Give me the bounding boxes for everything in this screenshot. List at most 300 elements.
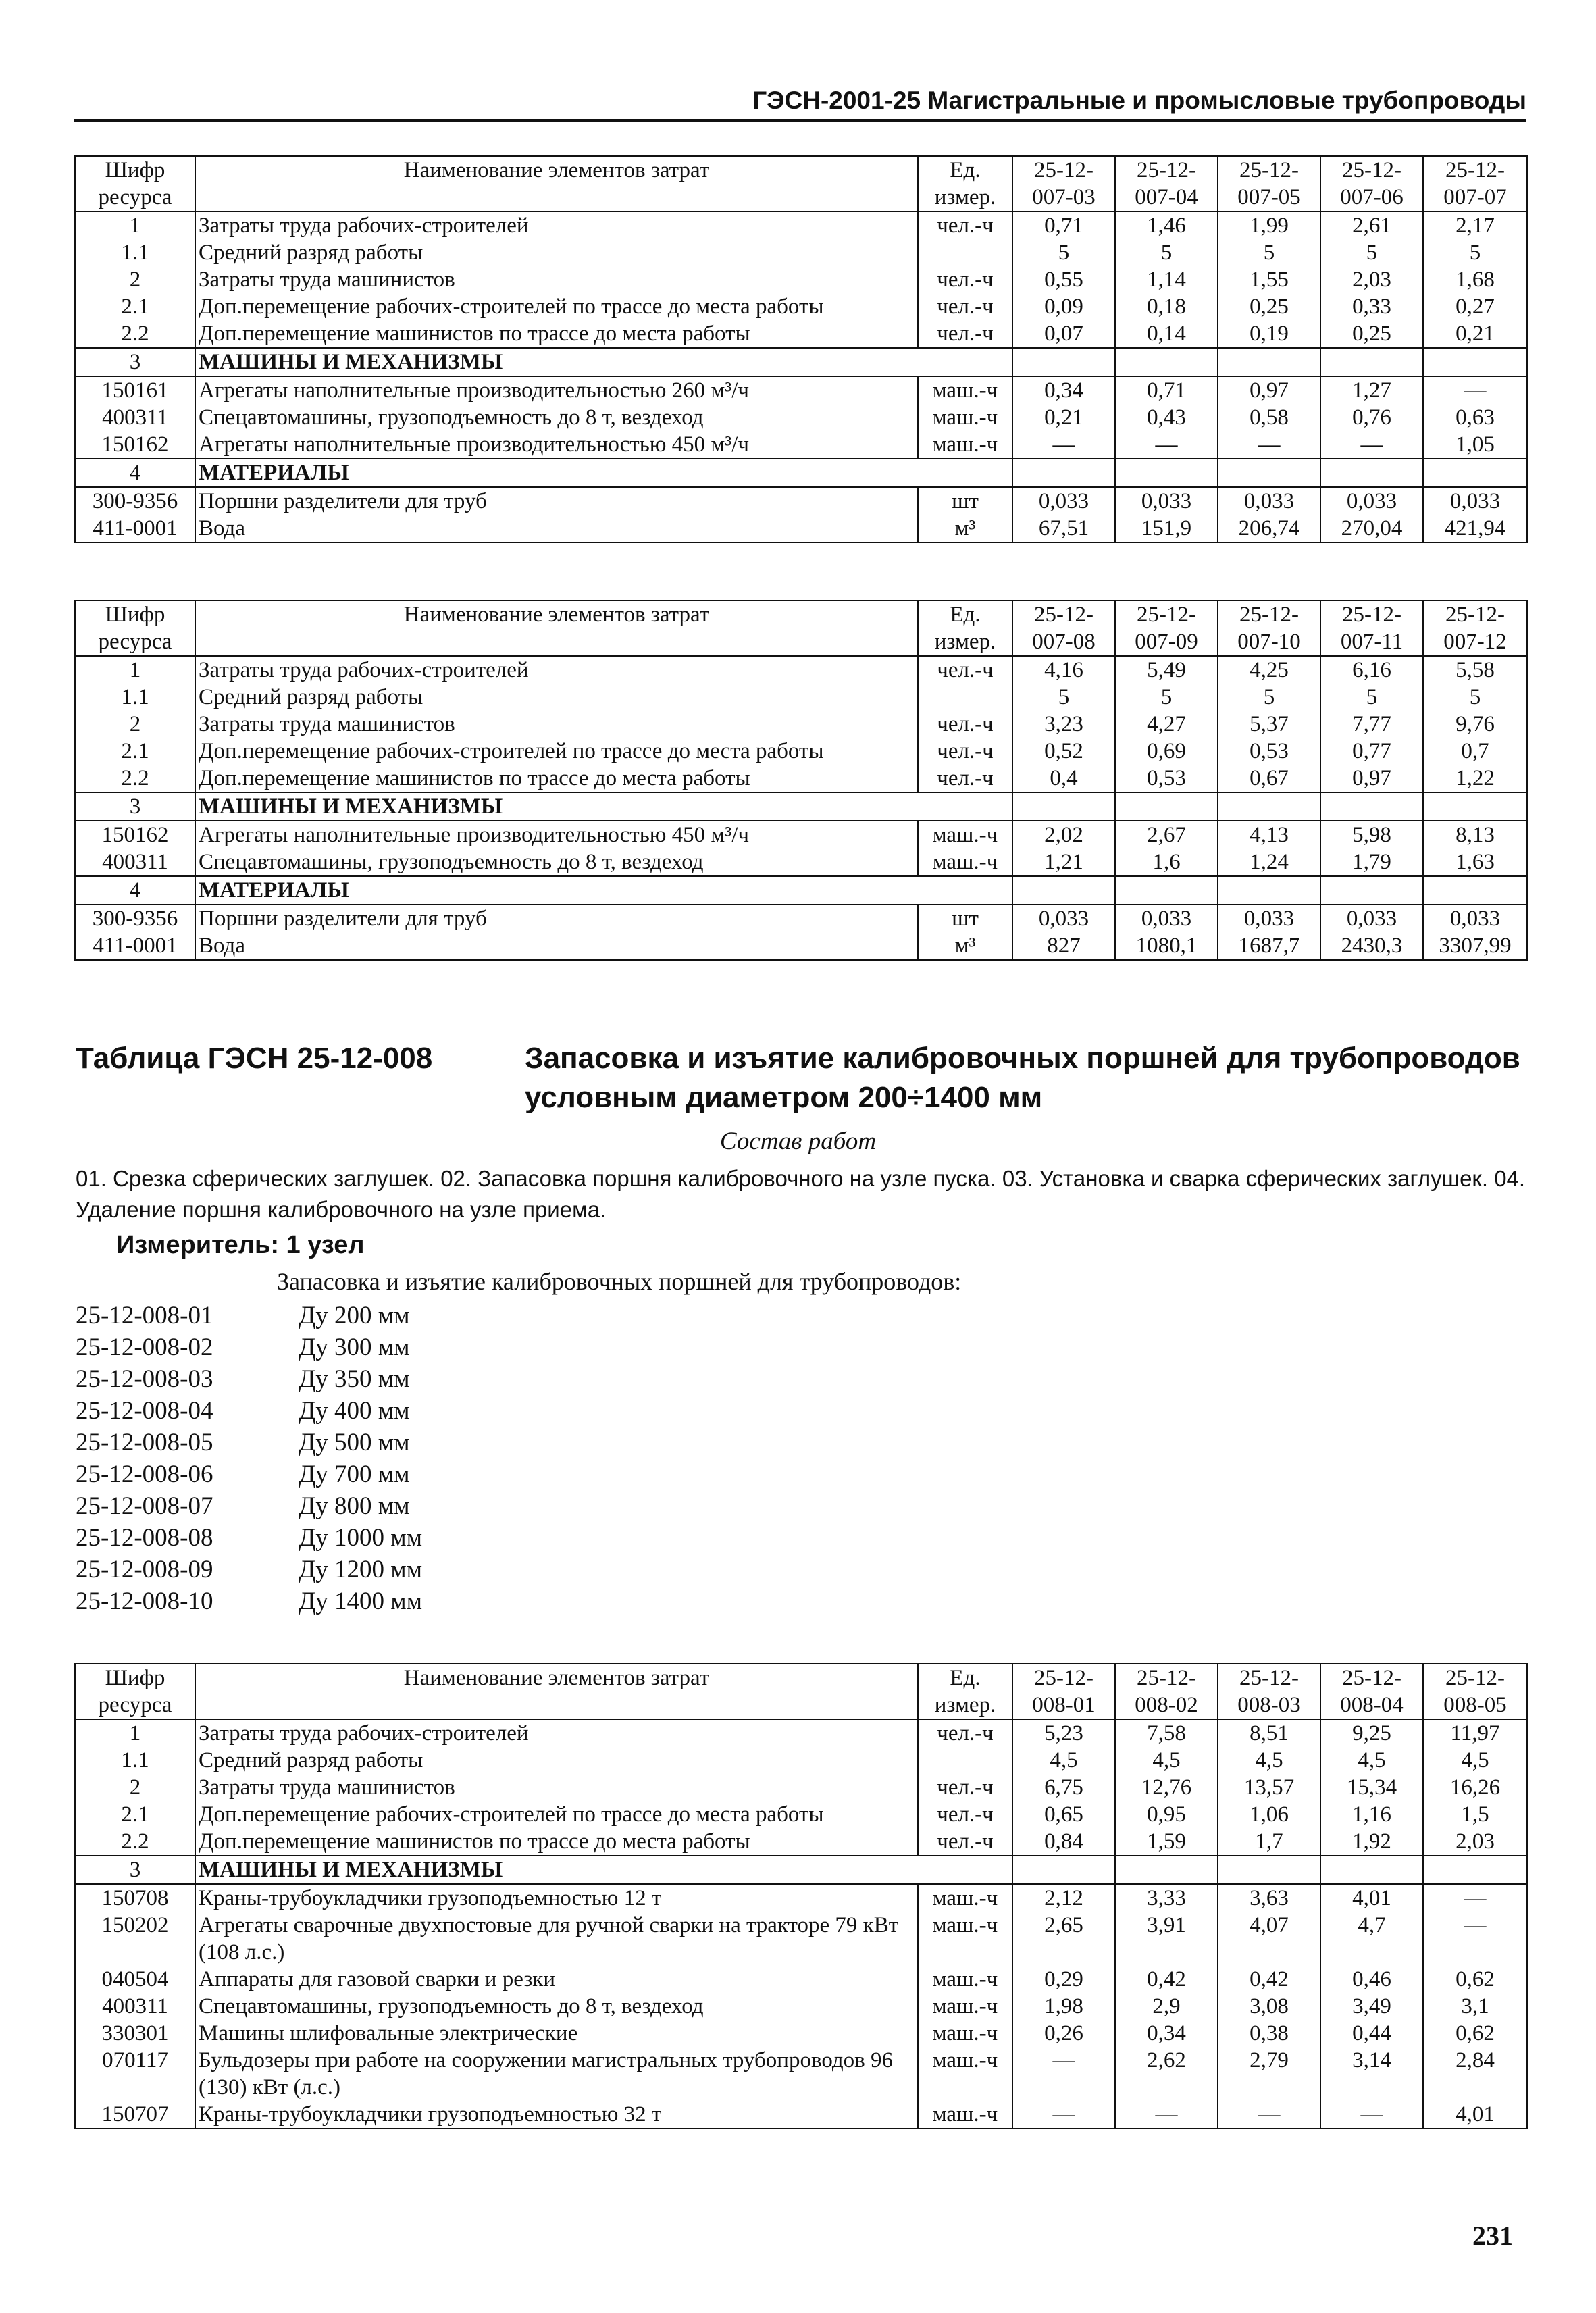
row-value: 0,4 — [1012, 765, 1115, 792]
row-value: 67,51 — [1012, 515, 1115, 542]
row-value: 1,92 — [1320, 1828, 1423, 1856]
row-value: 16,26 — [1423, 1774, 1527, 1801]
row-value: 1,27 — [1320, 376, 1423, 404]
row-value: 1,46 — [1115, 211, 1218, 239]
row-value: 15,34 — [1320, 1774, 1423, 1801]
empty-cell — [1115, 459, 1218, 487]
row-value: 3307,99 — [1423, 932, 1527, 960]
row-value: 0,19 — [1218, 320, 1320, 348]
row-name: Средний разряд работы — [195, 684, 918, 711]
row-value: 2,9 — [1115, 1993, 1218, 2020]
row-name: Средний разряд работы — [195, 1747, 918, 1774]
row-value: 2,67 — [1115, 821, 1218, 848]
row-code: 2 — [75, 711, 195, 738]
table-row — [75, 459, 1527, 487]
row-name: Спецавтомашины, грузоподъемность до 8 т, вездеход — [195, 1993, 918, 2020]
table-row — [75, 293, 1527, 320]
row-value: 0,14 — [1115, 320, 1218, 348]
row-value: 0,42 — [1218, 1966, 1320, 1993]
item-code: 25-12-008-10 — [76, 1587, 213, 1615]
table-row — [75, 1993, 1527, 2020]
table-row — [75, 320, 1527, 348]
row-code: 150707 — [75, 2101, 195, 2129]
header-name: Наименование элементов затрат — [195, 601, 918, 656]
item-diameter: Ду 350 мм — [299, 1365, 410, 1393]
row-code: 400311 — [75, 1993, 195, 2020]
row-value: — — [1012, 2047, 1115, 2101]
header-code: Шифр ресурса — [75, 156, 195, 211]
header-column-code: 25-12-007-11 — [1320, 601, 1423, 656]
row-name: Затраты труда рабочих-строителей — [195, 1719, 918, 1747]
item-diameter: Ду 1000 мм — [299, 1524, 423, 1552]
table-header-row — [75, 601, 1527, 656]
header-column-code: 25-12-008-05 — [1423, 1664, 1527, 1719]
row-code: 1 — [75, 1719, 195, 1747]
row-code: 2.2 — [75, 765, 195, 792]
row-name: Доп.перемещение машинистов по трассе до места работы — [195, 320, 918, 348]
row-unit: чел.-ч — [918, 211, 1012, 239]
item-code: 25-12-008-07 — [76, 1492, 213, 1520]
row-value: 2,65 — [1012, 1912, 1115, 1966]
table-row — [75, 348, 1527, 376]
row-code: 040504 — [75, 1966, 195, 1993]
row-value: 4,5 — [1320, 1747, 1423, 1774]
row-name: Агрегаты наполнительные производительностью 260 м³/ч — [195, 376, 918, 404]
table-row — [75, 848, 1527, 876]
item-code: 25-12-008-04 — [76, 1397, 213, 1425]
resource-table-008-01-05 — [74, 1663, 1528, 2129]
row-value: 8,13 — [1423, 821, 1527, 848]
header-column-code: 25-12-008-02 — [1115, 1664, 1218, 1719]
row-value: 5 — [1320, 684, 1423, 711]
header-column-code: 25-12-008-03 — [1218, 1664, 1320, 1719]
row-code: 1.1 — [75, 684, 195, 711]
row-value: 0,63 — [1423, 404, 1527, 431]
row-value: 1,06 — [1218, 1801, 1320, 1828]
row-value: 0,77 — [1320, 738, 1423, 765]
row-value: 1,6 — [1115, 848, 1218, 876]
table-row — [75, 1828, 1527, 1856]
empty-cell — [1423, 459, 1527, 487]
row-value: 3,23 — [1012, 711, 1115, 738]
table-row — [75, 1966, 1527, 1993]
row-value: 6,16 — [1320, 656, 1423, 684]
row-name: Аппараты для газовой сварки и резки — [195, 1966, 918, 1993]
row-value: 1,22 — [1423, 765, 1527, 792]
table-row — [75, 932, 1527, 960]
row-value: 0,033 — [1423, 487, 1527, 515]
item-code-list — [76, 1300, 422, 1617]
row-code: 1.1 — [75, 239, 195, 266]
row-value: 5,49 — [1115, 656, 1218, 684]
row-value: 0,71 — [1115, 376, 1218, 404]
row-code: 330301 — [75, 2020, 195, 2047]
header-column-code: 25-12-007-04 — [1115, 156, 1218, 211]
row-name: Средний разряд работы — [195, 239, 918, 266]
row-value: 5 — [1115, 684, 1218, 711]
row-value: 0,25 — [1218, 293, 1320, 320]
row-value: — — [1012, 2101, 1115, 2129]
row-value: 4,01 — [1423, 2101, 1527, 2129]
row-code: 2.2 — [75, 1828, 195, 1856]
row-unit — [918, 239, 1012, 266]
table-row — [75, 821, 1527, 848]
item-code: 25-12-008-09 — [76, 1556, 213, 1583]
row-code: 300-9356 — [75, 905, 195, 932]
item-diameter: Ду 400 мм — [299, 1397, 410, 1425]
table-title: Запасовка и изъятие калибровочных поршней для трубопроводов условным диаметром 200÷1400 мм — [525, 1042, 1520, 1114]
row-value: 7,58 — [1115, 1719, 1218, 1747]
row-value: — — [1423, 376, 1527, 404]
row-unit — [918, 1747, 1012, 1774]
row-value: 0,62 — [1423, 2020, 1527, 2047]
row-value: 0,033 — [1115, 487, 1218, 515]
row-unit: чел.-ч — [918, 711, 1012, 738]
row-value: — — [1320, 2101, 1423, 2129]
row-value: 4,07 — [1218, 1912, 1320, 1966]
row-value: 2,79 — [1218, 2047, 1320, 2101]
row-unit: м³ — [918, 932, 1012, 960]
table-row — [75, 515, 1527, 542]
row-value: 0,58 — [1218, 404, 1320, 431]
header-column-code: 25-12-007-03 — [1012, 156, 1115, 211]
row-value: — — [1218, 2101, 1320, 2129]
row-value: 0,84 — [1012, 1828, 1115, 1856]
row-value: 0,033 — [1012, 905, 1115, 932]
empty-cell — [1012, 1856, 1115, 1884]
empty-cell — [1218, 792, 1320, 821]
row-code: 2 — [75, 1774, 195, 1801]
table-row — [75, 905, 1527, 932]
row-code: 2.1 — [75, 293, 195, 320]
row-value: — — [1423, 1912, 1527, 1966]
row-name: Вода — [195, 932, 918, 960]
row-name: Вода — [195, 515, 918, 542]
row-unit: маш.-ч — [918, 1993, 1012, 2020]
row-value: 3,1 — [1423, 1993, 1527, 2020]
row-value: 0,44 — [1320, 2020, 1423, 2047]
resource-table-007-03-07 — [74, 155, 1528, 543]
row-value: 0,033 — [1423, 905, 1527, 932]
empty-cell — [1320, 348, 1423, 376]
row-value: 1,21 — [1012, 848, 1115, 876]
row-value: 0,033 — [1218, 487, 1320, 515]
empty-cell — [1012, 792, 1115, 821]
row-value: 5 — [1423, 239, 1527, 266]
table-row — [75, 1912, 1527, 1966]
item-row — [76, 1300, 422, 1331]
row-value: 0,27 — [1423, 293, 1527, 320]
item-row — [76, 1363, 422, 1395]
row-value: 0,53 — [1218, 738, 1320, 765]
empty-cell — [1115, 876, 1218, 905]
row-name: Машины шлифовальные электрические — [195, 2020, 918, 2047]
row-unit: маш.-ч — [918, 2020, 1012, 2047]
row-value: 3,63 — [1218, 1884, 1320, 1912]
row-code: 1 — [75, 656, 195, 684]
table-header-row — [75, 1664, 1527, 1719]
row-code: 2.1 — [75, 738, 195, 765]
table-row — [75, 2020, 1527, 2047]
row-value: 2,17 — [1423, 211, 1527, 239]
empty-cell — [1012, 459, 1115, 487]
row-value: 0,033 — [1320, 487, 1423, 515]
row-code: 4 — [75, 459, 195, 487]
item-row — [76, 1522, 422, 1554]
row-value: 827 — [1012, 932, 1115, 960]
item-code: 25-12-008-05 — [76, 1429, 213, 1456]
table-row — [75, 738, 1527, 765]
empty-cell — [1115, 792, 1218, 821]
row-value: 0,55 — [1012, 266, 1115, 293]
header-unit: Ед. измер. — [918, 156, 1012, 211]
table-row — [75, 376, 1527, 404]
row-value: 3,14 — [1320, 2047, 1423, 2101]
row-value: 5,58 — [1423, 656, 1527, 684]
row-unit: маш.-ч — [918, 431, 1012, 459]
row-code: 3 — [75, 348, 195, 376]
row-code: 150202 — [75, 1912, 195, 1966]
row-code: 4 — [75, 876, 195, 905]
row-name: Затраты труда машинистов — [195, 711, 918, 738]
row-value: 0,43 — [1115, 404, 1218, 431]
table-row — [75, 765, 1527, 792]
row-value: 1,24 — [1218, 848, 1320, 876]
section-label: МАШИНЫ И МЕХАНИЗМЫ — [195, 348, 1012, 376]
row-code: 2.1 — [75, 1801, 195, 1828]
header-column-code: 25-12-007-10 — [1218, 601, 1320, 656]
row-code: 411-0001 — [75, 515, 195, 542]
row-value: — — [1115, 2101, 1218, 2129]
row-value: 0,34 — [1115, 2020, 1218, 2047]
row-name: Краны-трубоукладчики грузоподъемностью 12 т — [195, 1884, 918, 1912]
empty-cell — [1423, 876, 1527, 905]
row-value: 5 — [1218, 684, 1320, 711]
row-value: 0,033 — [1012, 487, 1115, 515]
row-name: Доп.перемещение рабочих-строителей по трассе до места работы — [195, 293, 918, 320]
row-code: 150708 — [75, 1884, 195, 1912]
table-row — [75, 239, 1527, 266]
row-value: 2,12 — [1012, 1884, 1115, 1912]
header-code: Шифр ресурса — [75, 601, 195, 656]
table-row — [75, 684, 1527, 711]
row-unit: чел.-ч — [918, 738, 1012, 765]
row-value: 6,75 — [1012, 1774, 1115, 1801]
row-unit: маш.-ч — [918, 1884, 1012, 1912]
item-row — [76, 1554, 422, 1585]
row-value: 2,03 — [1320, 266, 1423, 293]
row-value: 0,25 — [1320, 320, 1423, 348]
row-unit: чел.-ч — [918, 1774, 1012, 1801]
table-row — [75, 211, 1527, 239]
table-row — [75, 792, 1527, 821]
row-unit: чел.-ч — [918, 1828, 1012, 1856]
row-unit: чел.-ч — [918, 293, 1012, 320]
empty-cell — [1218, 459, 1320, 487]
item-code: 25-12-008-02 — [76, 1333, 213, 1361]
row-value: 4,01 — [1320, 1884, 1423, 1912]
empty-cell — [1218, 1856, 1320, 1884]
row-value: — — [1115, 431, 1218, 459]
table-row — [75, 487, 1527, 515]
header-name: Наименование элементов затрат — [195, 156, 918, 211]
row-code: 150161 — [75, 376, 195, 404]
row-value: 4,5 — [1115, 1747, 1218, 1774]
item-diameter: Ду 700 мм — [299, 1460, 410, 1488]
row-name: Затраты труда рабочих-строителей — [195, 211, 918, 239]
row-value: 1,16 — [1320, 1801, 1423, 1828]
row-value: 0,97 — [1218, 376, 1320, 404]
row-value: 4,25 — [1218, 656, 1320, 684]
row-value: 5 — [1012, 239, 1115, 266]
measure-unit: Измеритель: 1 узел — [116, 1231, 365, 1259]
header-column-code: 25-12-008-01 — [1012, 1664, 1115, 1719]
row-value: 1,98 — [1012, 1993, 1115, 2020]
row-value: 11,97 — [1423, 1719, 1527, 1747]
row-value: 3,08 — [1218, 1993, 1320, 2020]
header-code: Шифр ресурса — [75, 1664, 195, 1719]
composition-heading: Состав работ — [719, 1127, 877, 1155]
row-value: — — [1320, 431, 1423, 459]
row-value: 0,09 — [1012, 293, 1115, 320]
row-value: 5,98 — [1320, 821, 1423, 848]
header-name: Наименование элементов затрат — [195, 1664, 918, 1719]
row-code: 1.1 — [75, 1747, 195, 1774]
row-value: 1080,1 — [1115, 932, 1218, 960]
row-name: Затраты труда машинистов — [195, 266, 918, 293]
row-unit: чел.-ч — [918, 765, 1012, 792]
section-label: МАШИНЫ И МЕХАНИЗМЫ — [195, 792, 1012, 821]
row-name: Доп.перемещение рабочих-строителей по трассе до места работы — [195, 1801, 918, 1828]
item-code: 25-12-008-01 — [76, 1302, 213, 1329]
row-code: 400311 — [75, 848, 195, 876]
empty-cell — [1012, 876, 1115, 905]
empty-cell — [1115, 1856, 1218, 1884]
row-code: 1 — [75, 211, 195, 239]
table-row — [75, 404, 1527, 431]
row-unit: маш.-ч — [918, 821, 1012, 848]
row-unit: маш.-ч — [918, 376, 1012, 404]
row-value: 270,04 — [1320, 515, 1423, 542]
row-value: 5 — [1218, 239, 1320, 266]
resource-table-007-08-12 — [74, 600, 1528, 961]
row-unit: маш.-ч — [918, 404, 1012, 431]
row-value: 0,26 — [1012, 2020, 1115, 2047]
row-value: 0,21 — [1423, 320, 1527, 348]
row-value: 4,5 — [1012, 1747, 1115, 1774]
row-code: 070117 — [75, 2047, 195, 2101]
row-value: 0,53 — [1115, 765, 1218, 792]
item-diameter: Ду 800 мм — [299, 1492, 410, 1520]
row-value: 1,63 — [1423, 848, 1527, 876]
row-value: 0,76 — [1320, 404, 1423, 431]
item-row — [76, 1331, 422, 1363]
row-value: 12,76 — [1115, 1774, 1218, 1801]
row-name: Бульдозеры при работе на сооружении магистральных трубопроводов 96 (130) кВт (л.с.) — [195, 2047, 918, 2101]
row-value: 3,49 — [1320, 1993, 1423, 2020]
row-name: Спецавтомашины, грузоподъемность до 8 т, вездеход — [195, 404, 918, 431]
item-row — [76, 1458, 422, 1490]
row-value: 9,76 — [1423, 711, 1527, 738]
row-value: 4,5 — [1218, 1747, 1320, 1774]
row-unit: шт — [918, 487, 1012, 515]
row-unit — [918, 684, 1012, 711]
row-value: 0,42 — [1115, 1966, 1218, 1993]
header-column-code: 25-12-008-04 — [1320, 1664, 1423, 1719]
row-value: 0,62 — [1423, 1966, 1527, 1993]
row-value: 4,5 — [1423, 1747, 1527, 1774]
item-row — [76, 1585, 422, 1617]
row-value: 421,94 — [1423, 515, 1527, 542]
table-row — [75, 656, 1527, 684]
row-value: 0,7 — [1423, 738, 1527, 765]
empty-cell — [1218, 876, 1320, 905]
table-row — [75, 2101, 1527, 2129]
item-diameter: Ду 1400 мм — [299, 1587, 423, 1615]
table-row — [75, 1774, 1527, 1801]
row-code: 150162 — [75, 821, 195, 848]
row-value: 151,9 — [1115, 515, 1218, 542]
item-code: 25-12-008-08 — [76, 1524, 213, 1552]
section-label: МАТЕРИАЛЫ — [195, 459, 1012, 487]
row-unit: маш.-ч — [918, 1966, 1012, 1993]
empty-cell — [1320, 459, 1423, 487]
row-value: — — [1218, 431, 1320, 459]
table-row — [75, 266, 1527, 293]
header-column-code: 25-12-007-09 — [1115, 601, 1218, 656]
item-code: 25-12-008-06 — [76, 1460, 213, 1488]
row-name: Затраты труда рабочих-строителей — [195, 656, 918, 684]
item-row — [76, 1427, 422, 1458]
row-value: 9,25 — [1320, 1719, 1423, 1747]
row-unit: маш.-ч — [918, 1912, 1012, 1966]
row-value: 0,033 — [1320, 905, 1423, 932]
row-unit: маш.-ч — [918, 848, 1012, 876]
row-value: 8,51 — [1218, 1719, 1320, 1747]
row-value: — — [1012, 431, 1115, 459]
row-code: 300-9356 — [75, 487, 195, 515]
page-number: 231 — [1472, 2220, 1513, 2251]
empty-cell — [1423, 1856, 1527, 1884]
row-unit: чел.-ч — [918, 1801, 1012, 1828]
row-value: 0,033 — [1115, 905, 1218, 932]
row-value: 7,77 — [1320, 711, 1423, 738]
table-row — [75, 431, 1527, 459]
row-name: Доп.перемещение машинистов по трассе до места работы — [195, 1828, 918, 1856]
page-header: ГЭСН-2001-25 Магистральные и промысловые трубопроводы — [74, 86, 1526, 122]
row-name: Агрегаты наполнительные производительностью 450 м³/ч — [195, 431, 918, 459]
row-value: 4,27 — [1115, 711, 1218, 738]
table-row — [75, 876, 1527, 905]
row-value: 2,61 — [1320, 211, 1423, 239]
item-row — [76, 1490, 422, 1522]
row-value: 2430,3 — [1320, 932, 1423, 960]
row-value: 4,13 — [1218, 821, 1320, 848]
row-value: 2,02 — [1012, 821, 1115, 848]
row-name: Поршни разделители для труб — [195, 905, 918, 932]
row-unit: чел.-ч — [918, 266, 1012, 293]
row-value: 1687,7 — [1218, 932, 1320, 960]
row-name: Доп.перемещение машинистов по трассе до места работы — [195, 765, 918, 792]
row-value: 0,52 — [1012, 738, 1115, 765]
composition-text: 01. Срезка сферических заглушек. 02. Запасовка поршня калибровочного на узле пуска. 03. Установка и сварка сферических заглушек. 04. Удаление поршня калибровочного на узле приема. — [76, 1166, 1526, 1222]
header-unit: Ед. измер. — [918, 601, 1012, 656]
row-code: 411-0001 — [75, 932, 195, 960]
table-row — [75, 1801, 1527, 1828]
row-value: 5,23 — [1012, 1719, 1115, 1747]
header-column-code: 25-12-007-08 — [1012, 601, 1115, 656]
row-value: 3,91 — [1115, 1912, 1218, 1966]
